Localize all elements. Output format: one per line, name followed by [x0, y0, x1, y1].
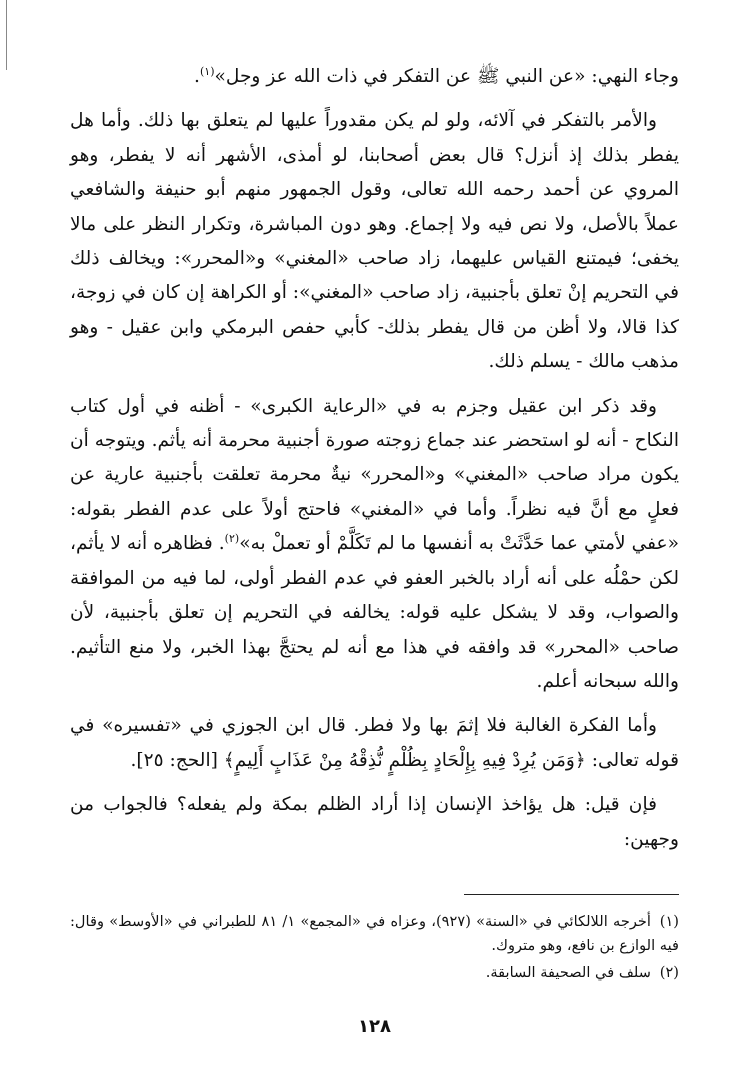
paragraph-1 — [70, 60, 679, 94]
footnote-2 — [70, 961, 679, 985]
page-number: ١٢٨ — [358, 1016, 391, 1037]
footnote-ref-2[interactable]: (٢) — [224, 532, 240, 546]
footnote-1 — [70, 910, 679, 958]
footnotes — [70, 910, 679, 988]
paragraph-5: فإن قيل: هل يؤاخذ الإنسان إذا أراد الظلم بمكة ولم يفعله؟ فالجواب من وجهين: — [70, 794, 679, 850]
footnote-divider — [464, 894, 679, 895]
footnote-2-text: سلف في الصحيفة السابقة. — [485, 964, 651, 981]
paragraph-3-tail: . فظاهره أنه لا يأثم، لكن حمْلُه على أنه أراد بالخبر العفو في عدم الفطر أولى، لما فيه من الموافقة والصواب، وقد لا يشكل عليه قوله: يخالفه في التحريم إن تعلق بأجنبية، لأن صاحب «المحرر» قد وافقه في هذا مع أنه لم يحتجَّ بهذا الخبر، ولا منع التأثيم. والله سبحانه أعلم. — [70, 533, 679, 692]
paragraph-2: والأمر بالتفكر في آلائه، ولو لم يكن مقدوراً عليها لم يتعلق بها ذلك. وأما هل يفطر بذلك إذ أنزل؟ قال بعض أصحابنا، لو أمذى، الأشهر أنه لا يفطر، وهو المروي عن أحمد رحمه الله تعالى، وقول الجمهور منهم أبو حنيفة والشافعي عملاً بالأصل، ولا نص فيه ولا إجماع. وهو دون المباشرة، وتكرار النظر على مالا يخفى؛ فيمتنع القياس عليهما، زاد صاحب «المغني» و«المحرر»: ويخالف ذلك في التحريم إنْ تعلق بأجنبية، زاد صاحب «المغني»: أو الكراهة إن كان في زوجة، كذا قالا، ولا أظن من قال يفطر بذلك- كأبي حفص البرمكي وابن عقيل - وهو مذهب مالك - يسلم ذلك. — [70, 110, 679, 373]
paragraph-3-text: وقد ذكر ابن عقيل وجزم به في «الرعاية الكبرى» - أظنه في أول كتاب النكاح - أنه لو استحضر عند جماع زوجته صورة أجنبية محرمة أنه يأثم. ويتوجه أن يكون مراد صاحب «المغني» و«المحرر» نيةٌ محرمة تعلقت بأجنبية عارية عن فعلٍ مع أنَّ فيه نظراً. وأما في «المغني» فاحتج أولاً على عدم الفطر بقوله: «عفي لأمتي عما حَدَّثَتْ به أنفسها ما لم تَكَلَّمْ أو تعملْ به» — [70, 395, 679, 555]
footnote-1-number: (١) — [659, 913, 679, 930]
paragraph-1-text: وجاء النهي: «عن النبي ﷺ عن التفكر في ذات الله عز وجل» — [214, 66, 679, 87]
paragraph-1-tail: . — [194, 66, 200, 87]
footnote-2-number: (٢) — [659, 964, 679, 981]
footnote-1-text: أخرجه اللالكائي في «السنة» (٩٢٧)، وعزاه في «المجمع» ١/ ٨١ للطبراني في «الأوسط» وقال: فيه الوازع بن نافع، وهو متروك. — [70, 913, 679, 954]
paragraph-3 — [70, 390, 679, 700]
page-edge-line — [6, 0, 7, 70]
paragraph-4: وأما الفكرة الغالبة فلا إثمَ بها ولا فطر. قال ابن الجوزي في «تفسيره» في قوله تعالى: ﴿وَمَن يُرِدْ فِيهِ بِإِلْحَادٍ بِظُلْمٍ نُّذِقْهُ مِنْ عَذَابٍ أَلِيمٍ﴾ [الحج: ٢٥]. — [70, 715, 679, 771]
main-text — [70, 60, 679, 867]
footnote-ref-1[interactable]: (١) — [199, 64, 215, 78]
